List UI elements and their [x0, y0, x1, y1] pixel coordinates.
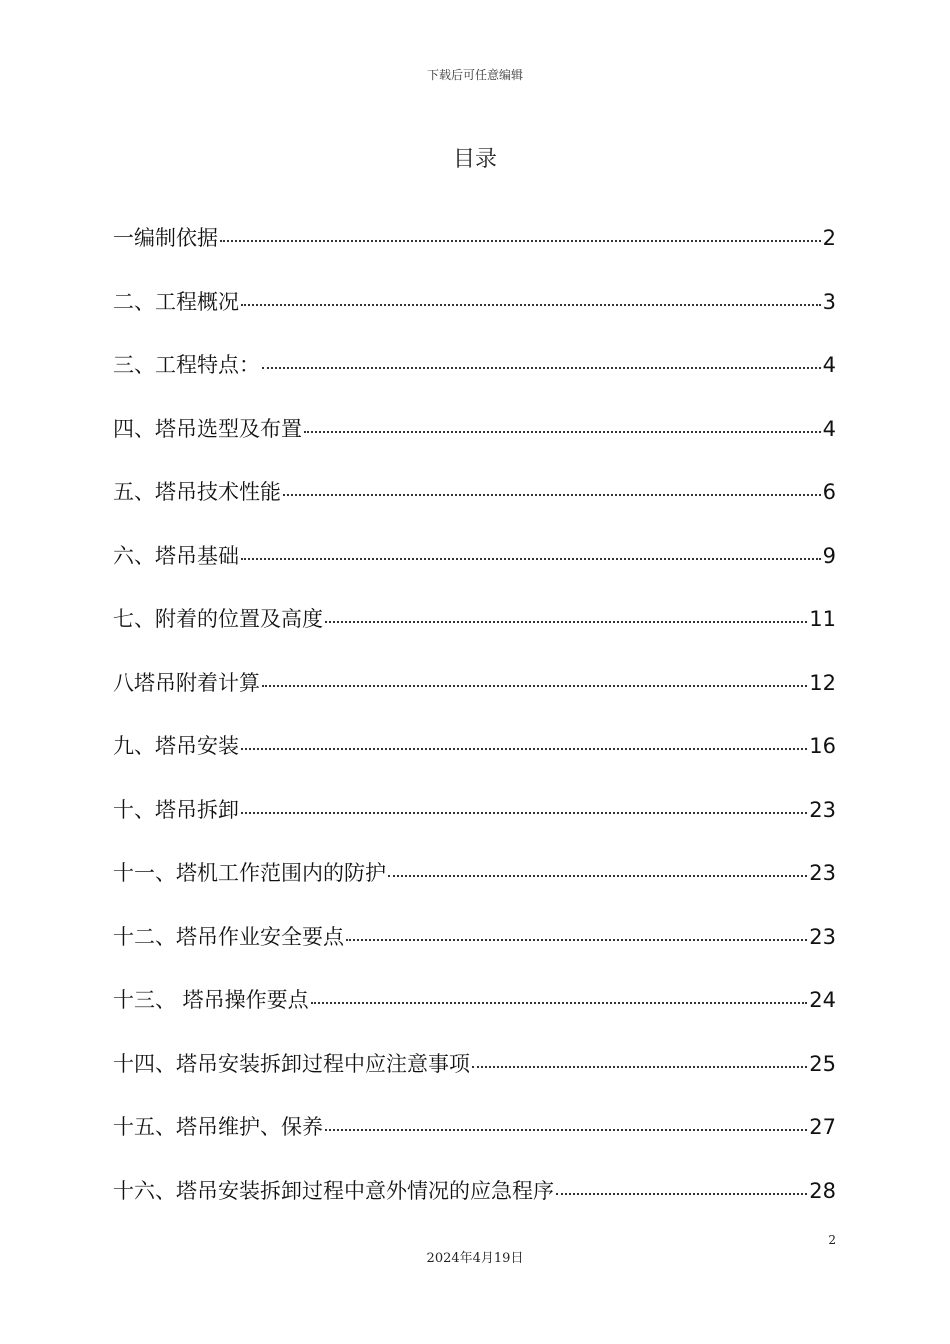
toc-entry[interactable] — [113, 413, 836, 477]
toc-entry-page: 23 — [809, 924, 836, 949]
toc-entry-text: 十三、 塔吊操作要点 — [113, 988, 309, 1012]
toc-entry[interactable] — [113, 1175, 836, 1239]
toc-dot-leader — [220, 240, 821, 242]
toc-dot-leader — [241, 748, 807, 750]
toc-entry[interactable] — [113, 1048, 836, 1112]
toc-entry-text: 三、工程特点： — [113, 353, 260, 377]
toc-entry[interactable] — [113, 349, 836, 413]
footer-date: 2024年4月19日 — [426, 1251, 524, 1266]
toc-entry-page: 23 — [809, 797, 836, 822]
toc-entry-page: 24 — [809, 988, 836, 1012]
toc-dot-leader — [346, 939, 807, 941]
toc-entry[interactable] — [113, 603, 836, 667]
toc-entry[interactable] — [113, 286, 836, 350]
toc-entry-text: 十二、塔吊作业安全要点 — [113, 924, 344, 949]
toc-entry-page: 6 — [822, 480, 836, 504]
toc-entry[interactable] — [113, 540, 836, 604]
toc-list — [113, 222, 836, 1238]
toc-entry[interactable] — [113, 857, 836, 921]
toc-dot-leader — [325, 621, 807, 623]
toc-entry-page: 27 — [809, 1115, 836, 1139]
toc-dot-leader — [556, 1193, 807, 1195]
toc-dot-leader — [262, 367, 821, 369]
toc-dot-leader — [311, 1002, 808, 1004]
toc-entry-text: 十六、塔吊安装拆卸过程中意外情况的应急程序 — [113, 1178, 554, 1203]
toc-entry-page: 16 — [809, 734, 836, 758]
toc-entry-text: 五、塔吊技术性能 — [113, 480, 281, 504]
toc-entry-page: 25 — [809, 1051, 836, 1076]
toc-entry-page: 9 — [822, 543, 836, 568]
toc-entry-text: 一编制依据 — [113, 226, 218, 250]
page-number: 2 — [828, 1233, 836, 1247]
toc-entry-text: 二、工程概况 — [113, 289, 239, 314]
toc-entry-page: 4 — [822, 353, 836, 377]
toc-dot-leader — [304, 431, 821, 433]
toc-entry[interactable] — [113, 984, 836, 1048]
toc-entry[interactable] — [113, 921, 836, 985]
toc-dot-leader — [325, 1129, 807, 1131]
toc-dot-leader — [241, 558, 821, 560]
toc-entry[interactable] — [113, 1111, 836, 1175]
toc-entry-page: 3 — [822, 289, 836, 314]
toc-title: 目录 — [452, 147, 497, 172]
toc-entry[interactable] — [113, 222, 836, 286]
toc-entry-text: 十四、塔吊安装拆卸过程中应注意事项 — [113, 1051, 470, 1076]
toc-entry-page: 2 — [822, 226, 836, 250]
toc-entry[interactable] — [113, 794, 836, 858]
toc-dot-leader — [388, 875, 807, 877]
toc-entry[interactable] — [113, 476, 836, 540]
toc-entry-text: 六、塔吊基础 — [113, 543, 239, 568]
toc-dot-leader — [262, 685, 807, 687]
toc-dot-leader — [241, 812, 807, 814]
toc-entry-page: 23 — [809, 861, 836, 885]
toc-dot-leader — [472, 1066, 807, 1068]
toc-entry-text: 十、塔吊拆卸 — [113, 797, 239, 822]
toc-entry-text: 九、塔吊安装 — [113, 734, 239, 758]
toc-entry-page: 11 — [809, 607, 836, 631]
toc-entry[interactable] — [113, 667, 836, 731]
toc-entry-page: 12 — [809, 670, 836, 695]
toc-entry-text: 十一、塔机工作范围内的防护 — [113, 861, 386, 885]
toc-entry-text: 十五、塔吊维护、保养 — [113, 1115, 323, 1139]
toc-entry-page: 28 — [809, 1178, 836, 1203]
toc-entry-text: 八塔吊附着计算 — [113, 670, 260, 695]
toc-entry-text: 七、附着的位置及高度 — [113, 607, 323, 631]
toc-entry-text: 四、塔吊选型及布置 — [113, 416, 302, 441]
header-note: 下载后可任意编辑 — [426, 68, 523, 82]
toc-entry[interactable] — [113, 730, 836, 794]
toc-dot-leader — [241, 304, 821, 306]
toc-entry-page: 4 — [822, 416, 836, 441]
toc-dot-leader — [283, 494, 821, 496]
